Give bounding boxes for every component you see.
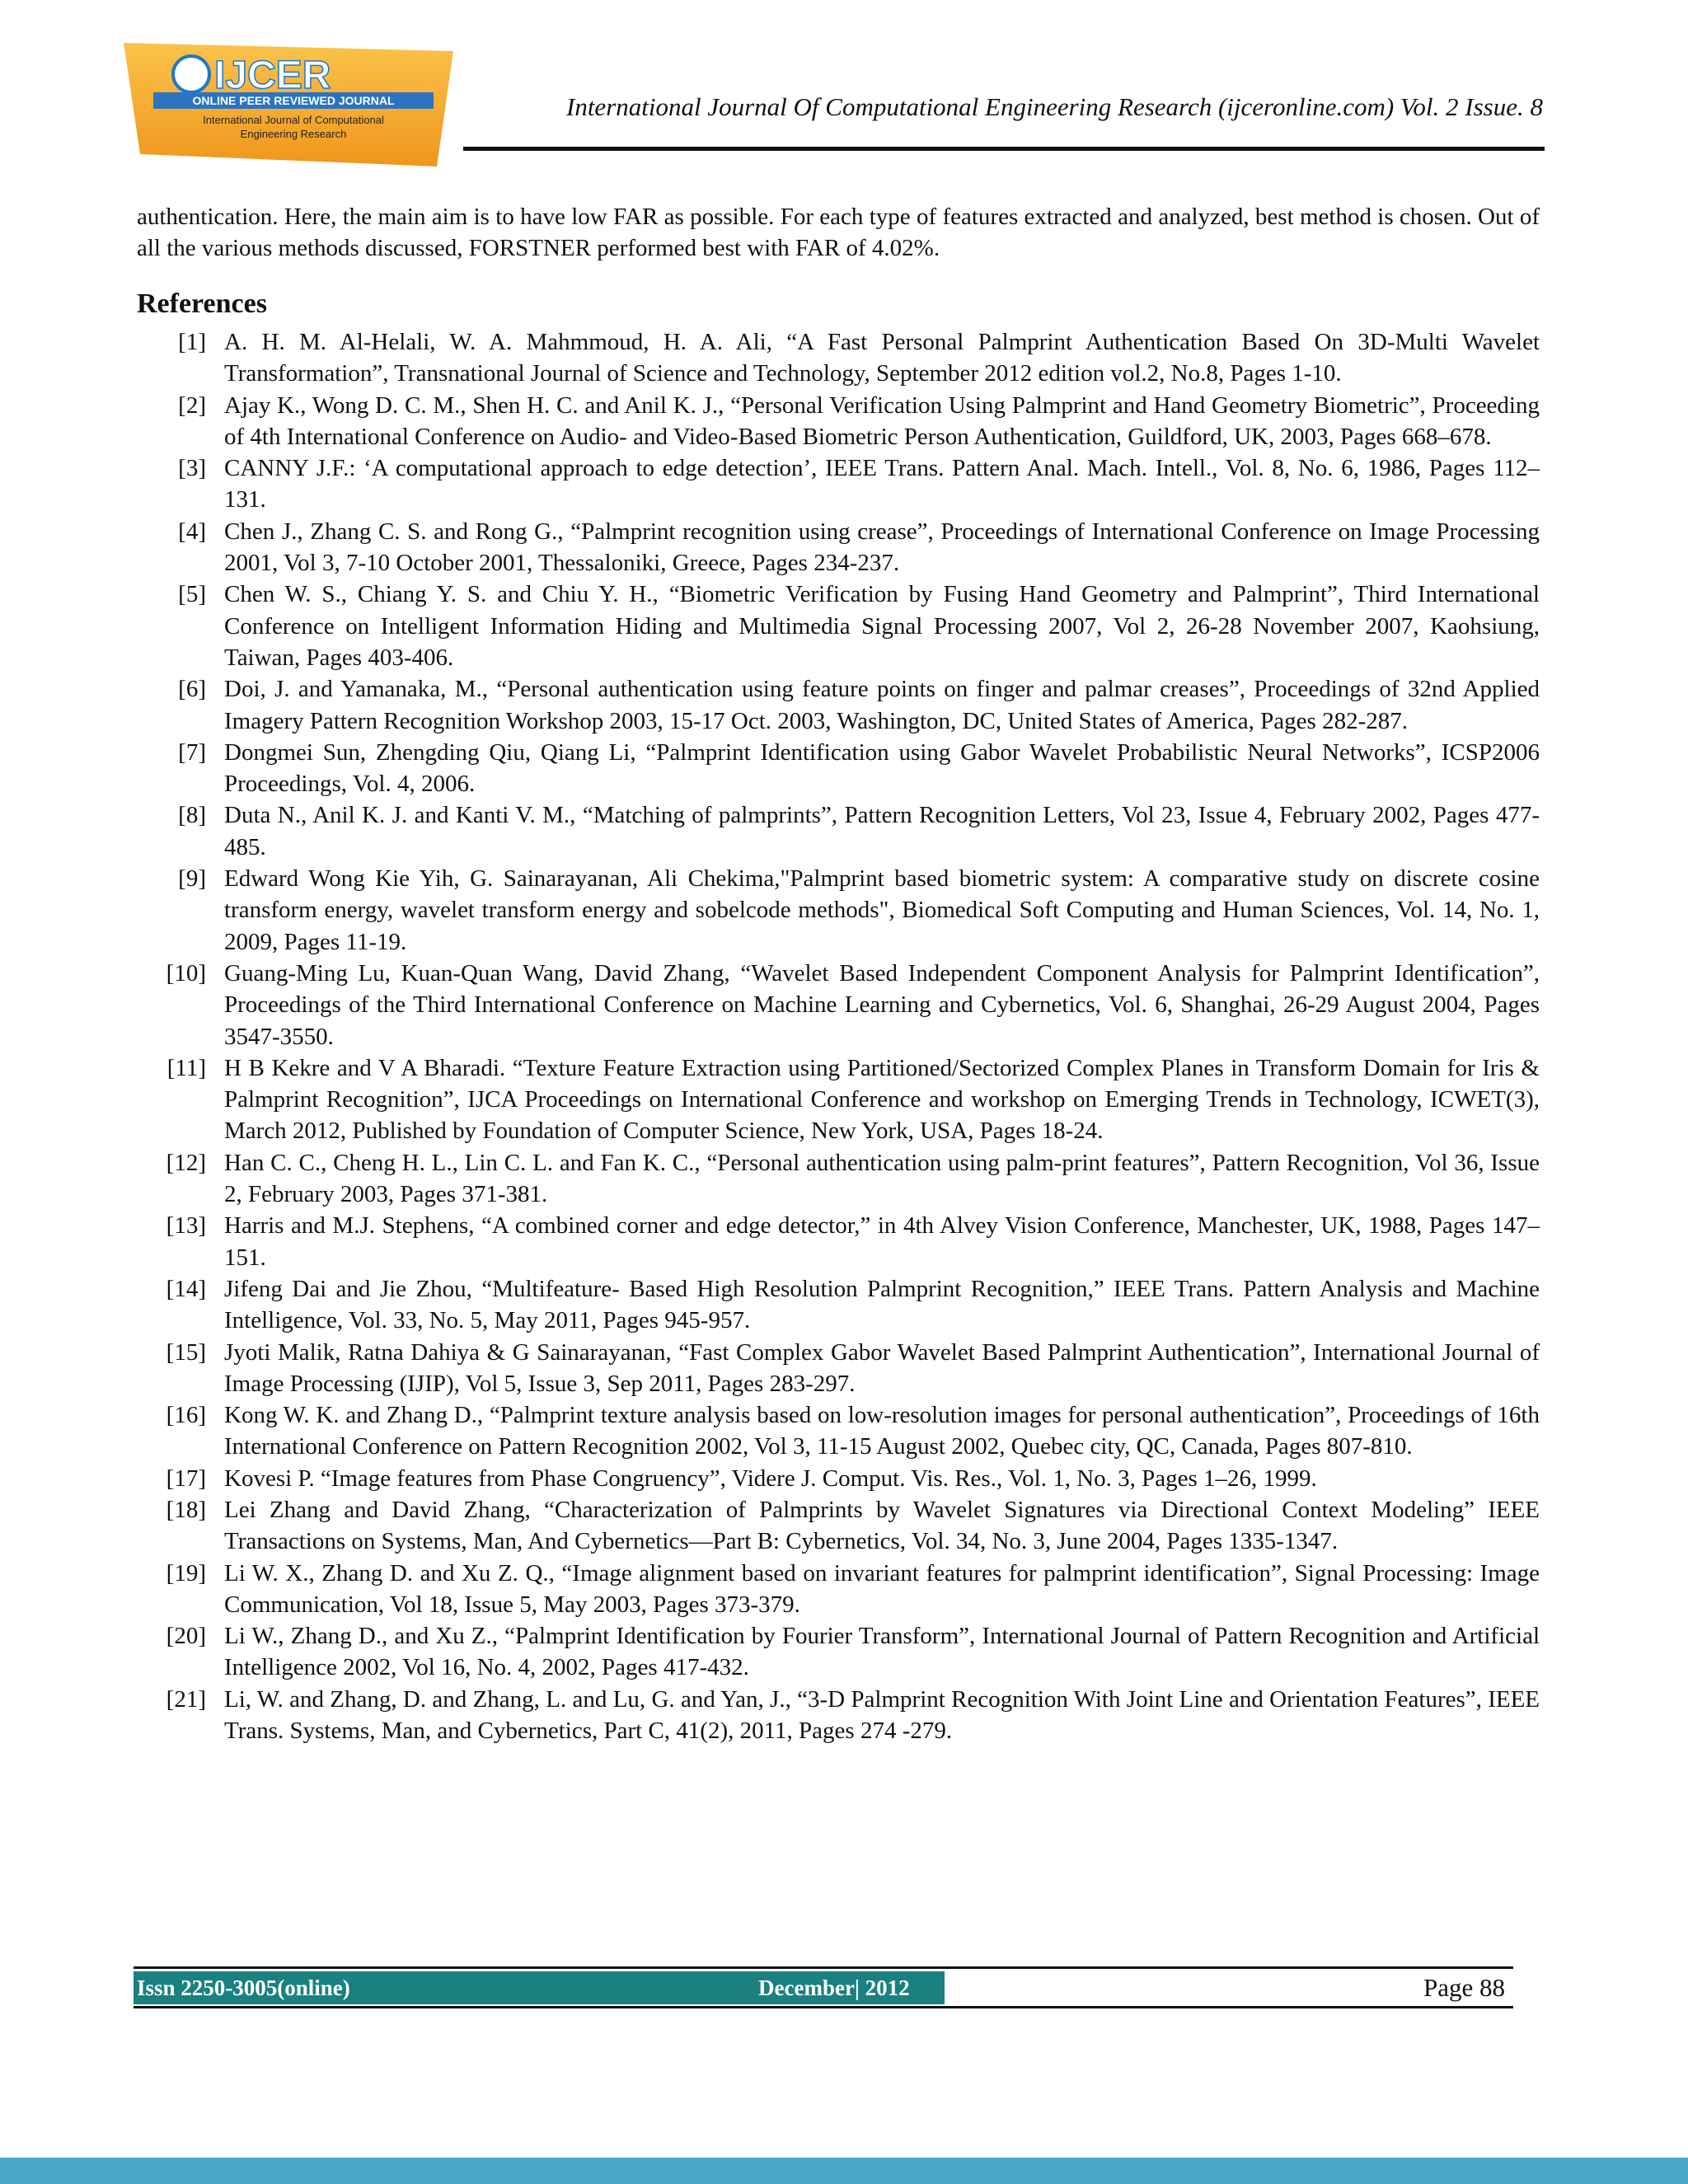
bottom-color-bar	[0, 2158, 1688, 2184]
reference-number-label: [2]	[178, 391, 206, 419]
reference-number-label: [19]	[166, 1559, 206, 1586]
reference-number	[137, 516, 224, 579]
footer-date: December| 2012	[758, 1975, 910, 2000]
reference-number-label: [3]	[178, 455, 206, 482]
logo-sub1: International Journal of Computational	[203, 114, 384, 126]
reference-item	[137, 1147, 1540, 1211]
reference-item	[137, 863, 1540, 958]
footer-top-rule	[134, 1966, 1513, 1969]
reference-number-label: [4]	[178, 518, 206, 545]
reference-item	[137, 1684, 1540, 1747]
reference-number	[137, 326, 224, 390]
reference-text: CANNY J.F.: ‘A computational approach to edge detection’, IEEE Trans. Pattern Anal. Mach. Intell., Vol. 8, No. 6, 1986, Pages 112–131.	[224, 455, 1540, 513]
reference-number	[137, 452, 224, 516]
reference-number-label: [7]	[178, 738, 206, 766]
reference-text: Jifeng Dai and Jie Zhou, “Multifeature- Based High Resolution Palmprint Recognition,” IEEE Trans. Pattern Analysis and Machine Intelligence, Vol. 33, No. 5, May 2011, Pages 945-957.	[224, 1275, 1540, 1334]
reference-number-label: [6]	[178, 676, 206, 703]
reference-text: H B Kekre and V A Bharadi. “Texture Feature Extraction using Partitioned/Sectorized Complex Planes in Transform Domain for Iris & Palmprint Recognition”, IJCA Proceedings on International Conference and workshop on Emerging Trends in Technology, ICWET(3), March 2012, Published by Foundation of Computer Science, New York, USA, Pages 18-24.	[224, 1054, 1540, 1145]
reference-number-label: [20]	[166, 1623, 206, 1650]
reference-number	[137, 1494, 224, 1558]
reference-number-label: [1]	[178, 329, 206, 355]
reference-number	[137, 579, 224, 673]
reference-number	[137, 1399, 224, 1463]
reference-number	[137, 863, 224, 958]
reference-number	[137, 958, 224, 1052]
footer-band	[134, 1971, 945, 2004]
journal-logo	[124, 43, 462, 175]
reference-list	[137, 326, 1540, 1746]
reference-item	[137, 673, 1540, 737]
reference-text: Edward Wong Kie Yih, G. Sainarayanan, Ali Chekima,"Palmprint based biometric system: A comparative study on discrete cosine transform energy, wavelet transform energy and sobelcode methods", Biomedical Soft Computing and Human Sciences, Vol. 14, No. 1, 2009, Pages 11-19.	[224, 865, 1540, 955]
reference-number-label: [15]	[166, 1338, 206, 1366]
reference-item	[137, 1620, 1540, 1684]
reference-number	[137, 1273, 224, 1337]
reference-text: Harris and M.J. Stephens, “A combined corner and edge detector,” in 4th Alvey Vision Conference, Manchester, UK, 1988, Pages 147–151.	[224, 1212, 1540, 1271]
reference-number	[137, 737, 224, 800]
reference-text: Duta N., Anil K. J. and Kanti V. M., “Matching of palmprints”, Pattern Recognition Letters, Vol 23, Issue 4, February 2002, Pages 477-485.	[224, 802, 1540, 860]
reference-text: Chen W. S., Chiang Y. S. and Chiu Y. H., “Biometric Verification by Fusing Hand Geometry and Palmprint”, Third International Conference on Intelligent Information Hiding and Multimedia Signal Processing 2007, Vol 2, 26-28 November 2007, Kaohsiung, Taiwan, Pages 403-406.	[224, 581, 1540, 671]
reference-number-label: [5]	[178, 581, 206, 608]
reference-number	[137, 1337, 224, 1400]
footer-bottom-rule	[134, 2006, 1513, 2008]
reference-number	[137, 673, 224, 737]
reference-text: Ajay K., Wong D. C. M., Shen H. C. and Anil K. J., “Personal Verification Using Palmprint and Hand Geometry Biometric”, Proceeding of 4th International Conference on Audio- and Video-Based Biometric Person Authentication, Guildford, UK, 2003, Pages 668–678.	[224, 391, 1540, 450]
reference-item	[137, 326, 1540, 390]
header-rule	[463, 147, 1545, 151]
reference-text: Li, W. and Zhang, D. and Zhang, L. and Lu, G. and Yan, J., “3-D Palmprint Recognition With Joint Line and Orientation Features”, IEEE Trans. Systems, Man, and Cybernetics, Part C, 41(2), 2011, Pages 274 -279.	[224, 1685, 1540, 1745]
reference-text: Lei Zhang and David Zhang, “Characterization of Palmprints by Wavelet Signatures via Directional Context Modeling” IEEE Transactions on Systems, Man, And Cybernetics—Part B: Cybernetics, Vol. 34, No. 3, June 2004, Pages 1335-1347.	[224, 1496, 1540, 1555]
reference-text: Chen J., Zhang C. S. and Rong G., “Palmprint recognition using crease”, Proceedings of International Conference on Image Processing 2001, Vol 3, 7-10 October 2001, Thessaloniki, Greece, Pages 234-237.	[224, 518, 1540, 577]
reference-item	[137, 1494, 1540, 1558]
reference-text: Han C. C., Cheng H. L., Lin C. L. and Fan K. C., “Personal authentication using palm-print features”, Pattern Recognition, Vol 36, Issue 2, February 2003, Pages 371-381.	[224, 1149, 1540, 1208]
reference-item	[137, 1273, 1540, 1337]
reference-text: Guang-Ming Lu, Kuan-Quan Wang, David Zhang, “Wavelet Based Independent Component Analysis for Palmprint Identification”, Proceedings of the Third International Conference on Machine Learning and Cybernetics, Vol. 6, Shanghai, 26-29 August 2004, Pages 3547-3550.	[224, 959, 1540, 1050]
reference-number	[137, 1558, 224, 1621]
reference-number-label: [9]	[178, 865, 206, 893]
reference-number	[137, 1684, 224, 1747]
reference-number-label: [18]	[166, 1496, 206, 1523]
reference-number-label: [13]	[166, 1212, 206, 1240]
reference-item	[137, 799, 1540, 863]
reference-text: Li W. X., Zhang D. and Xu Z. Q., “Image alignment based on invariant features for palmprint identification”, Signal Processing: Image Communication, Vol 18, Issue 5, May 2003, Pages 373-379.	[224, 1559, 1540, 1618]
reference-text: Kong W. K. and Zhang D., “Palmprint texture analysis based on low-resolution images for personal authentication”, Proceedings of 16th International Conference on Pattern Recognition 2002, Vol 3, 11-15 August 2002, Quebec city, QC, Canada, Pages 807-810.	[224, 1402, 1540, 1460]
reference-item	[137, 516, 1540, 579]
reference-number-label: [16]	[166, 1402, 206, 1429]
reference-text: Doi, J. and Yamanaka, M., “Personal authentication using feature points on finger and palmar creases”, Proceedings of 32nd Applied Imagery Pattern Recognition Workshop 2003, 15-17 Oct. 2003, Washington, DC, United States of America, Pages 282-287.	[224, 676, 1540, 734]
reference-number-label: [11]	[166, 1054, 206, 1081]
reference-item	[137, 1052, 1540, 1147]
reference-number	[137, 799, 224, 863]
reference-number	[137, 390, 224, 453]
reference-number	[137, 1210, 224, 1273]
reference-item	[137, 958, 1540, 1052]
reference-number-label: [12]	[166, 1149, 206, 1176]
reference-item	[137, 1210, 1540, 1273]
reference-number-label: [14]	[166, 1275, 206, 1302]
references-heading: References	[137, 288, 267, 319]
reference-item	[137, 1337, 1540, 1400]
reference-number	[137, 1620, 224, 1684]
intro-paragraph: authentication. Here, the main aim is to have low FAR as possible. For each type of features extracted and analyzed, best method is chosen. Out of all the various methods discussed, FORSTNER performed best with FAR of 4.02%.	[137, 204, 1540, 261]
reference-number	[137, 1052, 224, 1147]
reference-item	[137, 1558, 1540, 1621]
logo-tagline: ONLINE PEER REVIEWED JOURNAL	[192, 94, 395, 107]
reference-item	[137, 390, 1540, 453]
reference-item	[137, 452, 1540, 516]
logo-globe-icon	[173, 56, 209, 92]
reference-text: Jyoti Malik, Ratna Dahiya & G Sainarayanan, “Fast Complex Gabor Wavelet Based Palmprint Authentication”, International Journal of Image Processing (IJIP), Vol 5, Issue 3, Sep 2011, Pages 283-297.	[224, 1338, 1540, 1397]
footer-page-number: Page 88	[1423, 1973, 1505, 2002]
reference-text: Li W., Zhang D., and Xu Z., “Palmprint Identification by Fourier Transform”, International Journal of Pattern Recognition and Artificial Intelligence 2002, Vol 16, No. 4, 2002, Pages 417-432.	[224, 1623, 1540, 1681]
reference-number-label: [21]	[166, 1685, 206, 1713]
reference-number-label: [10]	[166, 959, 206, 987]
reference-item	[137, 1399, 1540, 1463]
reference-text: Dongmei Sun, Zhengding Qiu, Qiang Li, “Palmprint Identification using Gabor Wavelet Probabilistic Neural Networks”, ICSP2006 Proceedings, Vol. 4, 2006.	[224, 738, 1540, 798]
reference-number	[137, 1147, 224, 1211]
reference-item	[137, 1463, 1540, 1494]
footer-issn: Issn 2250-3005(online)	[137, 1975, 350, 2000]
reference-number-label: [17]	[166, 1465, 206, 1492]
reference-text: A. H. M. Al-Helali, W. A. Mahmmoud, H. A. Ali, “A Fast Personal Palmprint Authentication Based On 3D-Multi Wavelet Transformation”, Transnational Journal of Science and Technology, September 2012 edition vol.2, No.8, Pages 1-10.	[224, 329, 1540, 387]
reference-item	[137, 737, 1540, 800]
reference-text: Kovesi P. “Image features from Phase Congruency”, Videre J. Comput. Vis. Res., Vol. 1, No. 3, Pages 1–26, 1999.	[224, 1465, 1317, 1492]
logo-name: IJCER	[214, 54, 331, 97]
reference-item	[137, 579, 1540, 673]
logo-sub2: Engineering Research	[240, 128, 347, 140]
journal-title: International Journal Of Computational Engineering Research (ijceronline.com) Vol. 2 Issue. 8	[566, 92, 1543, 121]
reference-number-label: [8]	[178, 802, 206, 829]
reference-number	[137, 1463, 224, 1494]
